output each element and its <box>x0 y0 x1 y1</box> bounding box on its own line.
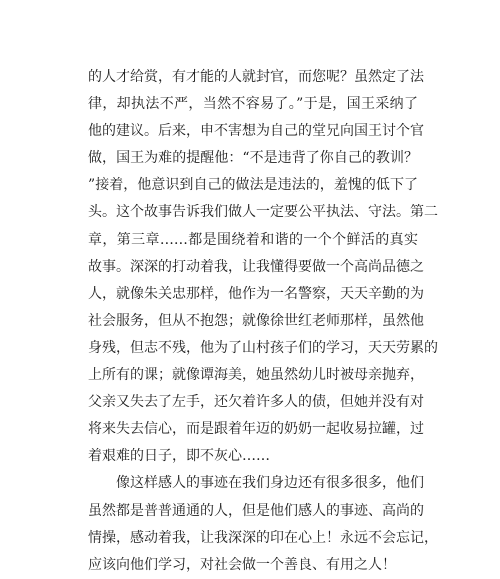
text-line: 故事。深深的打动着我，让我懂得要做一个高尚品德之 <box>88 258 424 275</box>
text-line: 社会服务，但从不抱怨；就像徐世红老师那样，虽然他 <box>88 312 424 329</box>
text-line: 情操，感动着我，让我深深的印在心上！永远不会忘记， <box>88 529 438 546</box>
text-line: 父亲又失去了左手，还欠着许多人的债，但她并没有对 <box>88 394 424 411</box>
text-line: 上所有的课；就像谭海美，她虽然幼儿时被母亲抛弃， <box>88 367 424 384</box>
text-line: 他的建议。后来，申不害想为自己的堂兄向国王讨个官 <box>88 123 424 140</box>
text-line: 律，却执法不严，当然不容易了。”于是，国王采纳了 <box>88 96 418 113</box>
text-line: 应该向他们学习，对社会做一个善良、有用之人！ <box>88 556 396 573</box>
text-line: 的人才给赏，有才能的人就封官，而您呢？虽然定了法 <box>88 69 424 85</box>
paragraph-1 <box>88 64 438 470</box>
text-line: ”接着，他意识到自己的做法是违法的，羞愧的低下了 <box>88 177 418 194</box>
text-line: 将来失去信心，而是跟着年迈的奶奶一起收易拉罐，过 <box>88 421 424 438</box>
text-line: 章，第三章……都是围绕着和谐的一个个鲜活的真实 <box>88 231 418 248</box>
text-line: 像这样感人的事迹在我们身边还有很多很多，他们 <box>116 475 424 492</box>
text-line: 头。这个故事告诉我们做人一定要公平执法、守法。第二 <box>88 204 438 221</box>
text-line: 身残，但志不残，他为了山村孩子们的学习，天天劳累的 <box>88 339 438 356</box>
paragraph-2 <box>88 470 438 578</box>
text-line: 做，国王为难的提醒他：“不是违背了你自己的教训？ <box>88 150 418 167</box>
text-line: 虽然都是普普通通的人，但是他们感人的事迹、高尚的 <box>88 502 424 519</box>
text-line: 着艰难的日子，即不灰心…… <box>88 448 270 465</box>
text-line: 人，就像朱关忠那样，他作为一名警察，天天辛勤的为 <box>88 285 424 302</box>
document-body <box>88 64 438 579</box>
